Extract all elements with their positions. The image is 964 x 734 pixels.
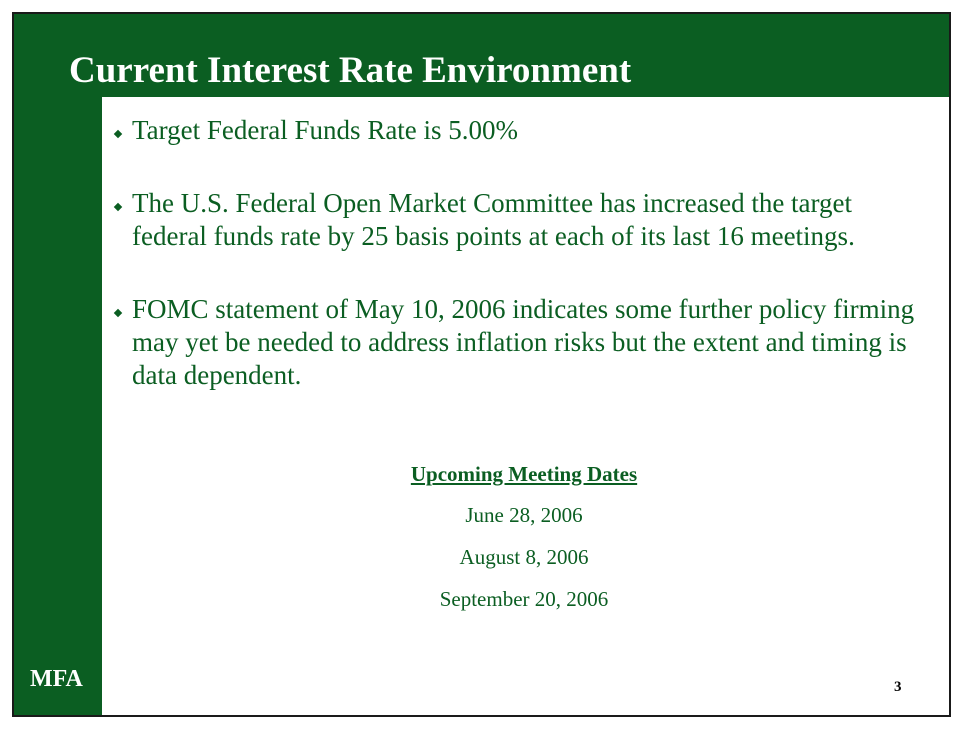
upcoming-meetings xyxy=(344,458,704,625)
bullet-text: The U.S. Federal Open Market Committee has increased the target federal funds rate by 25 basis points at each of its last 16 meetings. xyxy=(132,188,855,251)
bullet-item xyxy=(112,187,927,253)
meetings-heading: Upcoming Meeting Dates xyxy=(410,462,638,486)
meeting-date: September 20, 2006 xyxy=(439,587,609,611)
bullet-item xyxy=(112,293,927,392)
side-band xyxy=(14,14,102,715)
bullet-text: FOMC statement of May 10, 2006 indicates some further policy firming may yet be needed to address inflation risks but the extent and timing is data dependent. xyxy=(132,294,915,390)
slide-title: Current Interest Rate Environment xyxy=(69,50,632,91)
diamond-bullet-icon xyxy=(114,130,122,138)
mfa-logo: MFA xyxy=(30,666,83,692)
bullet-list xyxy=(112,114,927,432)
slide xyxy=(12,12,951,717)
page-number: 3 xyxy=(894,679,902,695)
diamond-bullet-icon xyxy=(114,203,122,211)
bullet-item xyxy=(112,114,927,147)
diamond-bullet-icon xyxy=(114,309,122,317)
meeting-date: June 28, 2006 xyxy=(465,503,583,527)
bullet-text: Target Federal Funds Rate is 5.00% xyxy=(132,115,519,145)
meeting-date: August 8, 2006 xyxy=(459,545,589,569)
